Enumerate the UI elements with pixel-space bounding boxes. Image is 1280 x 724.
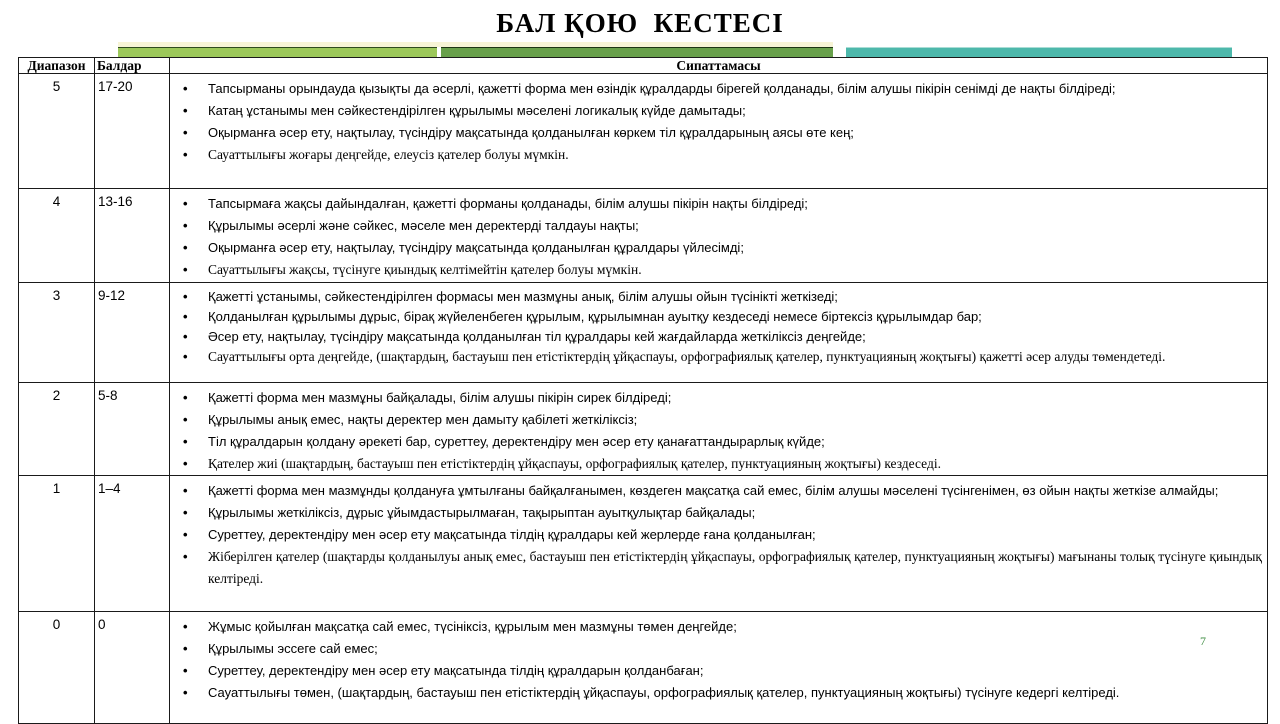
bullet-item	[170, 453, 1267, 475]
bullet-text: Суреттеу, деректендіру мен әсер ету мақсатында тілдің құралдарын қолданбаған;	[208, 663, 704, 678]
bullet-item	[170, 502, 1267, 524]
range-cell: 4	[19, 189, 95, 283]
bullet-icon: •	[183, 527, 188, 542]
description-cell	[170, 612, 1268, 724]
description-cell	[170, 383, 1268, 476]
bullet-icon: •	[183, 412, 188, 427]
header-points: Балдар	[95, 58, 170, 74]
description-cell	[170, 283, 1268, 383]
bullet-icon: •	[183, 663, 188, 678]
bullet-text: Суреттеу, деректендіру мен әсер ету мақсатында тілдің құралдары кей жерлерде ғана қолданылған;	[208, 527, 816, 542]
bullet-text: Құрылымы анық емес, нақты деректер мен дамыту қабілеті жеткіліксіз;	[208, 412, 638, 427]
points-cell: 17-20	[95, 74, 170, 189]
table-row	[19, 383, 1268, 476]
bullet-item	[170, 122, 1267, 144]
bullet-item	[170, 100, 1267, 122]
bullet-icon: •	[183, 329, 188, 344]
bullet-item	[170, 682, 1267, 704]
bullet-item	[170, 78, 1267, 100]
table-row	[19, 283, 1268, 383]
bullet-icon: •	[183, 289, 188, 304]
bullet-item	[170, 347, 1267, 367]
bullet-icon: •	[183, 641, 188, 656]
range-cell: 3	[19, 283, 95, 383]
table-row	[19, 74, 1268, 189]
points-cell: 9-12	[95, 283, 170, 383]
page-number: 7	[1200, 634, 1206, 648]
bullet-text: Қажетті ұстанымы, сәйкестендірілген формасы мен мазмұны анық, білім алушы ойын түсінікті жеткізеді;	[208, 289, 838, 304]
bullet-item	[170, 616, 1267, 638]
bullet-icon: •	[183, 218, 188, 233]
bullet-text: Қажетті форма мен мазмұнды қолдануға ұмтылғаны байқалғанымен, көздеген мақсатқа сай емес, білім алушы мәселені түсінгенімен, өз ойын нақты жеткізе алмайды;	[208, 483, 1219, 498]
bullet-icon: •	[183, 505, 188, 520]
bullet-text: Оқырманға әсер ету, нақтылау, түсіндіру мақсатында қолданылған көркем тіл құралдарының аясы өте кең;	[208, 125, 854, 140]
bullet-item	[170, 259, 1267, 281]
description-cell	[170, 74, 1268, 189]
bullet-item	[170, 215, 1267, 237]
bullet-text: Қажетті форма мен мазмұны байқалады, білім алушы пікірін сирек білдіреді;	[208, 390, 672, 405]
bullet-text: Қолданылған құрылымы дұрыс, бірақ жүйеленбеген құрылым, құрылымнан ауытқу кездеседі немесе біртексіз құрылымдар бар;	[208, 309, 982, 324]
bullet-text: Жіберілген қателер (шақтарды қолданылуы анық емес, бастауыш пен етістіктердің ұйқаспауы, орфографиялық қателер, пунктуацияның жоқтығы) мағынаны толық түсінуге қиындық келтіреді.	[208, 549, 1262, 586]
header-range: Диапазон	[19, 58, 95, 74]
bullet-text: Сауаттылығы төмен, (шақтардың, бастауыш пен етістіктердің ұйқаспауы, орфографиялық қателер, пунктуацияның жоқтығы) түсінуге кедергі келтіреді.	[208, 685, 1120, 700]
bullet-text: Тіл құралдарын қолдану әрекеті бар, суреттеу, деректендіру мен әсер ету қанағаттандырарлық күйде;	[208, 434, 825, 449]
bullet-text: Құрылымы жеткіліксіз, дұрыс ұйымдастырылмаған, тақырыптан ауытқулықтар байқалады;	[208, 505, 756, 520]
bullet-icon: •	[183, 147, 188, 162]
bullet-text: Катаң ұстанымы мен сәйкестендірілген құрылымы мәселені логикалық күйде дамытады;	[208, 103, 746, 118]
bullet-item	[170, 638, 1267, 660]
range-cell: 0	[19, 612, 95, 724]
bullet-text: Сауаттылығы орта деңгейде, (шақтардың, бастауыш пен етістіктердің ұйқаспауы, орфографиялық қателер, пунктуацияның жоқтығы) қажетті әсер алуды төмендетеді.	[208, 349, 1166, 364]
bullet-icon: •	[183, 125, 188, 140]
bullet-text: Сауаттылығы жоғары деңгейде, елеусіз қателер болуы мүмкін.	[208, 147, 569, 162]
bullet-icon: •	[183, 456, 188, 471]
points-cell: 13-16	[95, 189, 170, 283]
bullet-item	[170, 193, 1267, 215]
range-cell: 2	[19, 383, 95, 476]
bullet-icon: •	[183, 483, 188, 498]
bullet-icon: •	[183, 240, 188, 255]
bullet-item	[170, 307, 1267, 327]
bullet-item	[170, 287, 1267, 307]
bullet-text: Құрылымы әсерлі және сәйкес, мәселе мен деректерді талдауы нақты;	[208, 218, 639, 233]
table-row	[19, 476, 1268, 612]
bullet-text: Қателер жиі (шақтардың, бастауыш пен етістіктердің ұйқаспауы, орфографиялық қателер, пунктуацияның жоқтығы) кездеседі.	[208, 456, 941, 471]
bullet-icon: •	[183, 549, 188, 564]
bullet-icon: •	[183, 81, 188, 96]
page-title: БАЛ ҚОЮ КЕСТЕСІ	[496, 8, 784, 38]
bullet-text: Тапсырмаға жақсы дайындалған, қажетті форманы қолданады, білім алушы пікірін нақты білдіреді;	[208, 196, 808, 211]
scoring-table	[18, 57, 1268, 724]
bullet-text: Құрылымы эссеге сай емес;	[208, 641, 378, 656]
bullet-item	[170, 409, 1267, 431]
bullet-item	[170, 546, 1267, 590]
description-cell	[170, 476, 1268, 612]
table-header	[19, 58, 1268, 74]
bullet-item	[170, 660, 1267, 682]
range-cell: 1	[19, 476, 95, 612]
bullet-item	[170, 237, 1267, 259]
bullet-text: Сауаттылығы жақсы, түсінуге қиындық келтімейтін қателер болуы мүмкін.	[208, 262, 642, 277]
points-cell: 1–4	[95, 476, 170, 612]
bullet-item	[170, 431, 1267, 453]
points-cell: 0	[95, 612, 170, 724]
table-body	[19, 74, 1268, 724]
bullet-text: Тапсырманы орындауда қызықты да әсерлі, қажетті форма мен өзіндік құралдарды бірегей қолданады, білім алушы пікірін сенімді де нақты білдіреді;	[208, 81, 1116, 96]
bullet-icon: •	[183, 685, 188, 700]
bullet-item	[170, 524, 1267, 546]
bullet-text: Әсер ету, нақтылау, түсіндіру мақсатында қолданылған тіл құралдары кей жағдайларда жеткіліксіз деңгейде;	[208, 329, 866, 344]
bullet-text: Жұмыс қойылған мақсатқа сай емес, түсініксіз, құрылым мен мазмұны төмен деңгейде;	[208, 619, 737, 634]
bullet-item	[170, 387, 1267, 409]
points-cell: 5-8	[95, 383, 170, 476]
range-cell: 5	[19, 74, 95, 189]
bullet-icon: •	[183, 196, 188, 211]
bullet-icon: •	[183, 262, 188, 277]
table-row	[19, 612, 1268, 724]
description-cell	[170, 189, 1268, 283]
table-row	[19, 189, 1268, 283]
bullet-icon: •	[183, 619, 188, 634]
bullet-item	[170, 327, 1267, 347]
bullet-icon: •	[183, 349, 188, 364]
bullet-item	[170, 480, 1267, 502]
bullet-item	[170, 144, 1267, 166]
bullet-text: Оқырманға әсер ету, нақтылау, түсіндіру мақсатында қолданылған құралдары үйлесімді;	[208, 240, 744, 255]
bullet-icon: •	[183, 434, 188, 449]
bullet-icon: •	[183, 390, 188, 405]
bullet-icon: •	[183, 103, 188, 118]
bullet-icon: •	[183, 309, 188, 324]
table-header-row	[19, 58, 1268, 74]
header-description: Сипаттамасы	[170, 58, 1268, 74]
